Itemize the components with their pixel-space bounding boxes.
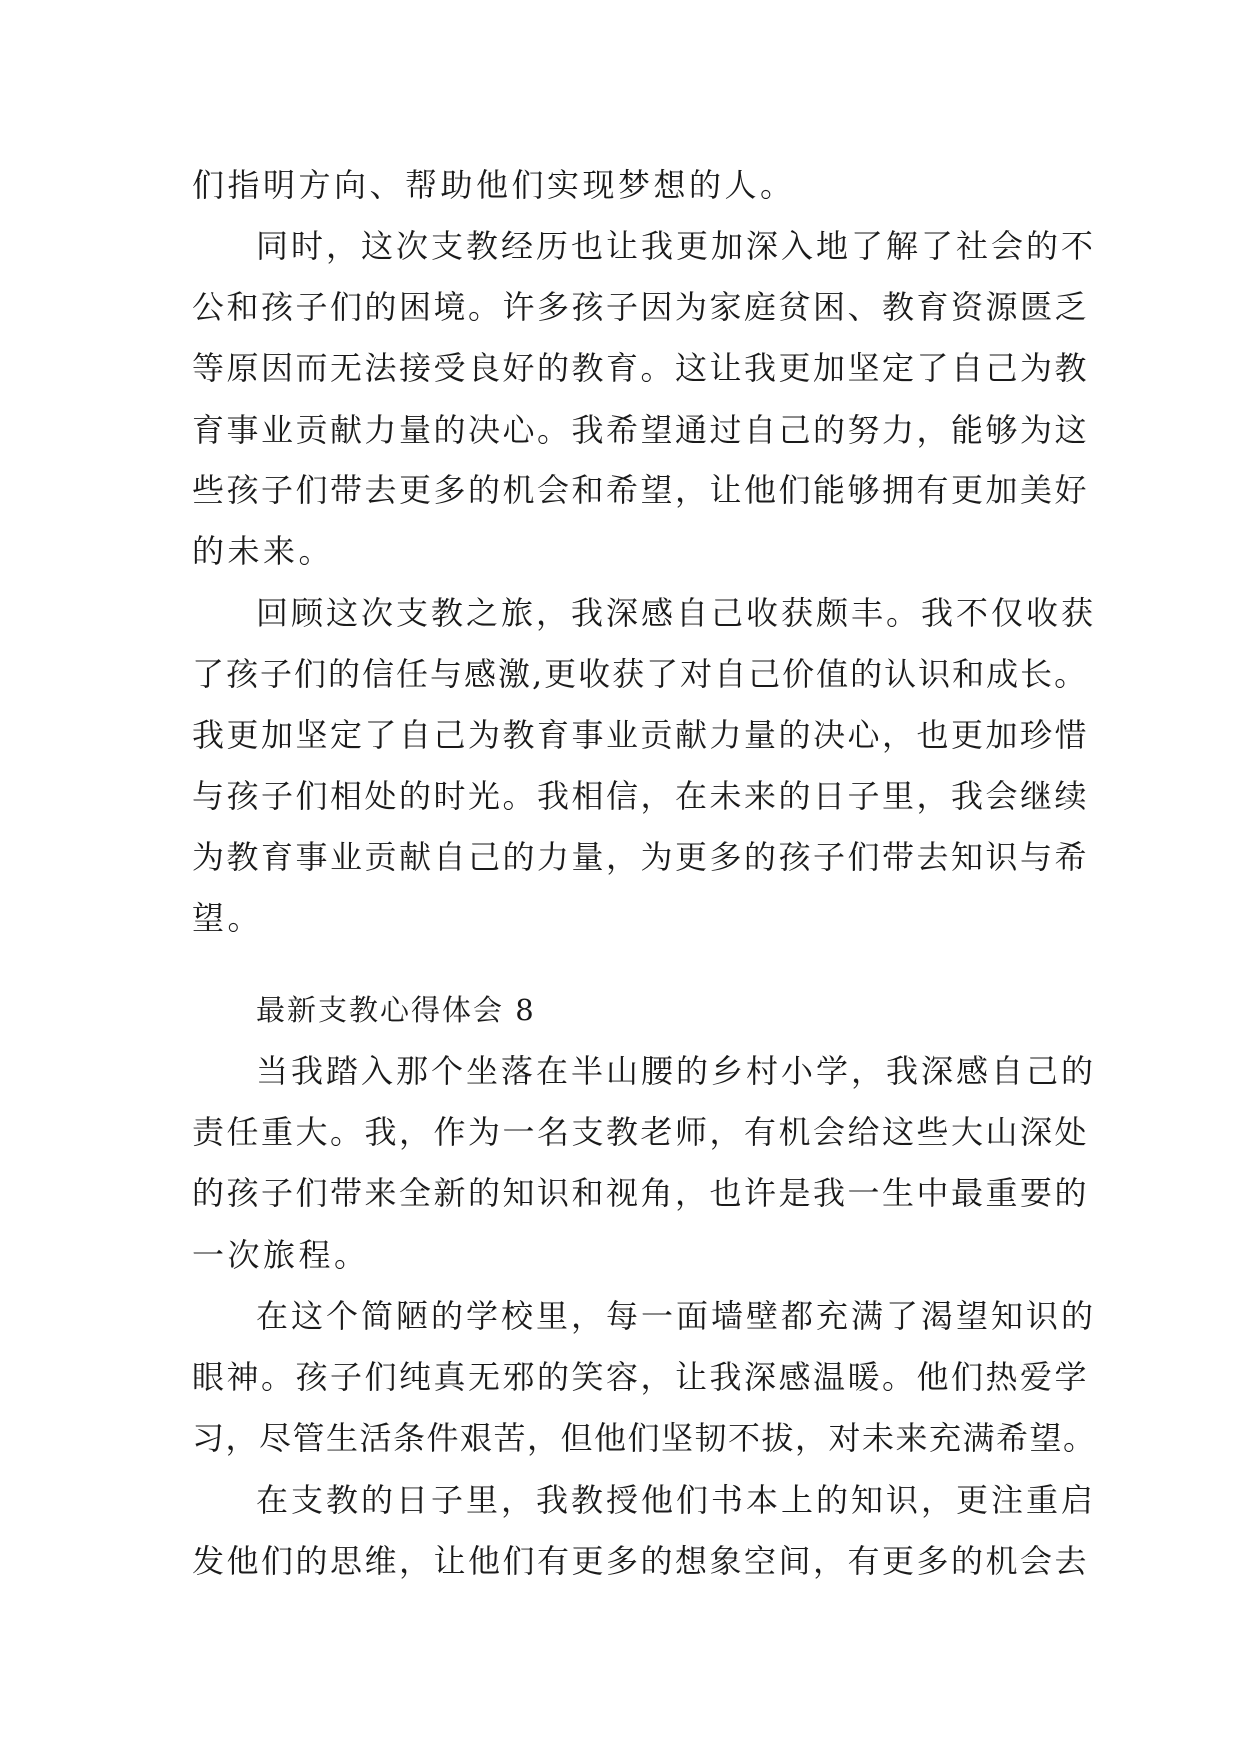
- text-line: 眼神。孩子们纯真无邪的笑容，让我深感温暖。他们热爱学: [192, 1358, 1090, 1396]
- text-line: 些孩子们带去更多的机会和希望，让他们能够拥有更加美好: [192, 471, 1090, 509]
- text-line: 育事业贡献力量的决心。我希望通过自己的努力，能够为这: [192, 411, 1090, 449]
- text-line: 发他们的思维，让他们有更多的想象空间，有更多的机会去: [192, 1542, 1090, 1580]
- text-line: 的未来。: [192, 532, 335, 570]
- text-line: 我更加坚定了自己为教育事业贡献力量的决心，也更加珍惜: [192, 716, 1090, 754]
- text-line: 责任重大。我，作为一名支教老师，有机会给这些大山深处: [192, 1113, 1090, 1151]
- text-line: 与孩子们相处的时光。我相信，在未来的日子里，我会继续: [192, 777, 1090, 815]
- text-line: 了孩子们的信任与感激,更收获了对自己价值的认识和成长。: [192, 655, 1089, 693]
- text-line: 公和孩子们的困境。许多孩子因为家庭贫困、教育资源匮乏: [192, 288, 1090, 326]
- text-line: 当我踏入那个坐落在半山腰的乡村小学，我深感自己的: [256, 1052, 1097, 1090]
- text-line: 习，尽管生活条件艰苦，但他们坚韧不拔，对未来充满希望。: [192, 1419, 1097, 1457]
- text-line: 望。: [192, 899, 264, 937]
- section-heading: 最新支教心得体会 8: [256, 993, 536, 1027]
- text-line: 回顾这次支教之旅，我深感自己收获颇丰。我不仅收获: [256, 594, 1097, 632]
- text-line: 的孩子们带来全新的知识和视角，也许是我一生中最重要的: [192, 1174, 1090, 1212]
- text-line: 在这个简陋的学校里，每一面墙壁都充满了渴望知识的: [256, 1297, 1097, 1335]
- text-line: 们指明方向、帮助他们实现梦想的人。: [192, 166, 796, 204]
- text-line: 等原因而无法接受良好的教育。这让我更加坚定了自己为教: [192, 349, 1090, 387]
- text-line: 在支教的日子里，我教授他们书本上的知识，更注重启: [256, 1481, 1097, 1519]
- text-line: 为教育事业贡献自己的力量，为更多的孩子们带去知识与希: [192, 838, 1090, 876]
- text-line: 同时，这次支教经历也让我更加深入地了解了社会的不: [256, 227, 1097, 265]
- text-line: 一次旅程。: [192, 1236, 370, 1274]
